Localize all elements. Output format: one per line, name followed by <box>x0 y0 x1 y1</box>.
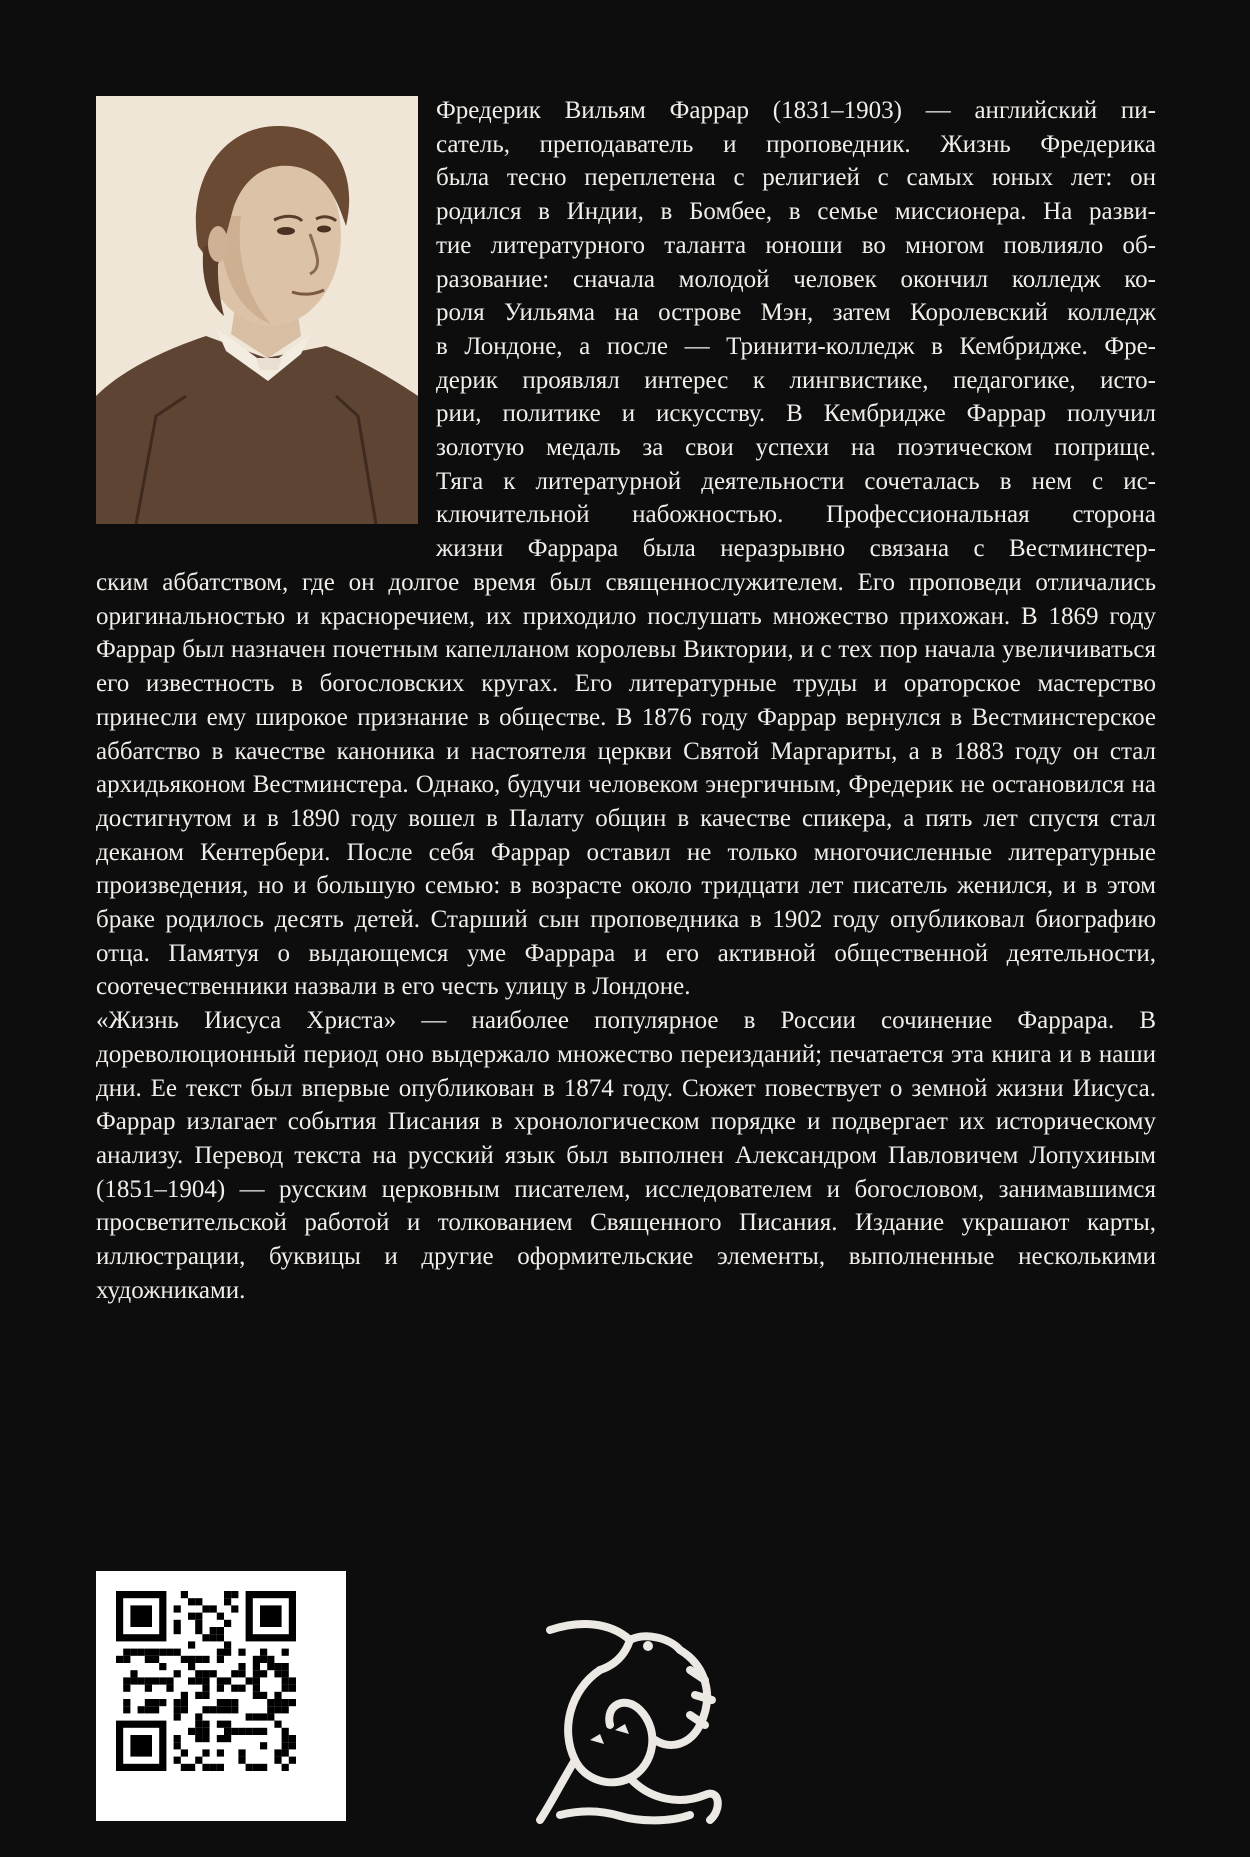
author-bio-continued: ским аббатством, где он долгое время был священнослужителем. Его проповеди отличались оригинальностью и красноречием, их приходило послушать множество прихожан. В 1869 году Фаррар был назначен почетным капелланом королевы Виктории, и с тех пор начала увеличиваться его известность в богословских кругах. Его литературные труды и ораторское мастерство принесли ему широкое признание в обществе. В 1876 году Фаррар вернулся в Вестминстерское аббатство в качестве каноника и настоятеля церкви Святой Маргариты, а в 1883 году он стал архидьяконом Вестминстера. Однако, будучи человеком энергичным, Фредерик не остановился на достигнутом и в 1890 году вошел в Палату общин в качестве спикера, а пять лет спустя стал деканом Кентербери. После себя Фаррар оставил не только многочисленные литературные произведения, но и большую семью: в возрасте около тридцати лет писатель женился, и в этом браке родилось десять детей. Старший сын проповедника в 1902 году опубликовал биографию отца. Памятуя о выдающемся уме Фаррара и его активной общественной деятельности, соотечественники назвали в его честь улицу в Лондоне. <box>96 569 1156 1001</box>
bio-line: рии, политике и искусству. В Кембридже Фаррар получил <box>436 400 1156 428</box>
qr-code[interactable] <box>96 1571 346 1821</box>
bio-line: жизни Фаррара была неразрывно связана с Вестминстер- <box>436 535 1156 563</box>
qr-code-icon <box>96 1571 346 1821</box>
publisher-logo <box>530 1610 730 1828</box>
bio-line: родился в Индии, в Бомбее, в семье миссионера. На разви- <box>436 198 1156 226</box>
bio-text-block <box>96 566 1156 1307</box>
bio-line: в Лондоне, а после — Тринити-колледж в Кембридже. Фре- <box>436 332 1156 360</box>
book-description: «Жизнь Иисуса Христа» — наиболее популярное в России сочинение Фаррара. В дореволюционный период оно выдержало множество переизданий; печатается эта книга и в наши дни. Ее текст был впервые опубликован в 1874 году. Сюжет повествует о земной жизни Иисуса. Фаррар излагает события Писания в хронологическом порядке и подвергает их историческому анализу. Перевод текста на русский язык был выполнен Александром Павловичем Лопухиным (1851–1904) — русским церковным писателем, исследователем и богословом, занимавшимся просветительской работой и толкованием Священного Писания. Издание украшают карты, иллюстрации, буквицы и другие оформительские элементы, выполненные несколькими художниками. <box>96 1007 1156 1304</box>
bio-line: разование: сначала молодой человек окончил колледж ко- <box>436 265 1156 293</box>
bio-line: Тяга к литературной деятельности сочеталась в нем с ис- <box>436 467 1156 495</box>
author-bio-lead <box>436 94 1156 566</box>
bio-line: тие литературного таланта юноши во многом повлияло об- <box>436 231 1156 259</box>
bio-line: ключительной набожностью. Профессиональная сторона <box>436 501 1156 529</box>
bio-line: дерик проявлял интерес к лингвистике, педагогике, исто- <box>436 366 1156 394</box>
author-portrait <box>96 96 418 524</box>
bio-line: роля Уильяма на острове Мэн, затем Королевский колледж <box>436 299 1156 327</box>
bio-line: Фредерик Вильям Фаррар (1831–1903) — английский пи- <box>436 97 1156 124</box>
bio-line: золотую медаль за свои успехи на поэтическом поприще. <box>436 434 1156 462</box>
author-portrait-engraving <box>96 96 418 524</box>
bio-line: сатель, преподаватель и проповедник. Жизнь Фредерика <box>436 130 1156 158</box>
dragon-publisher-logo-icon <box>530 1610 730 1828</box>
bio-line: была тесно переплетена с религией с самых юных лет: он <box>436 164 1156 192</box>
